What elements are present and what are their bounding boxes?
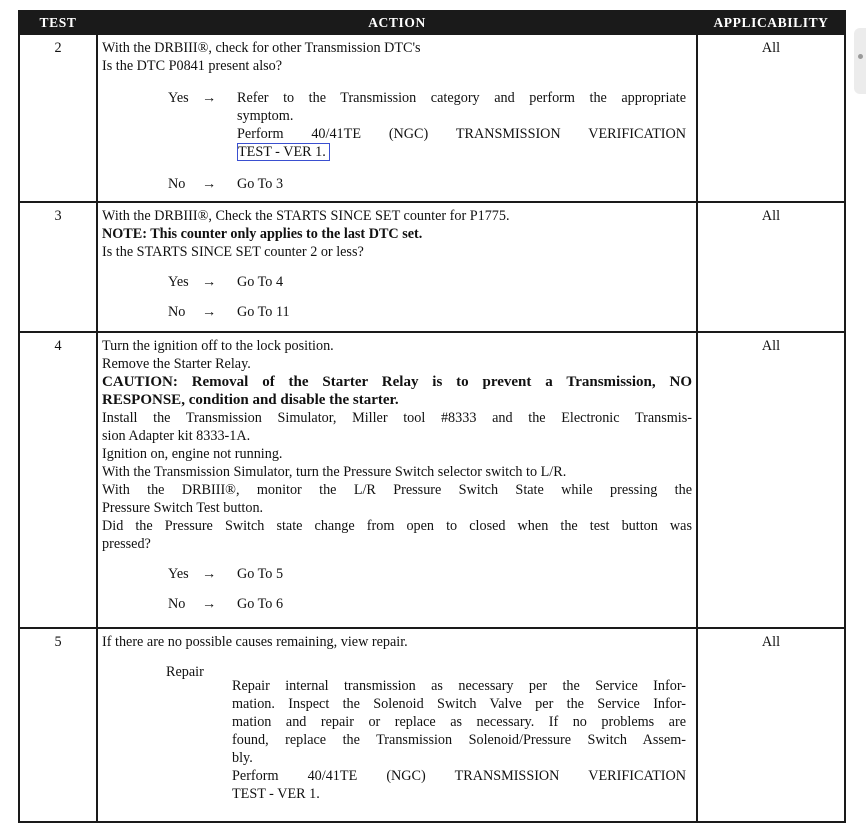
test-number: 5 (19, 628, 97, 822)
applicability-value: All (697, 628, 845, 822)
yes-label: Yes (168, 566, 189, 582)
repair-line: mation and repair or replace as necessary. If no problems are (232, 714, 686, 730)
yes-label: Yes (168, 90, 189, 106)
yes-result-line: symptom. (237, 108, 294, 124)
action-line: Pressure Switch Test button. (102, 500, 264, 516)
no-result: Go To 11 (237, 304, 290, 320)
yes-branch (168, 273, 692, 291)
action-cell (97, 332, 697, 628)
action-line: Did the Pressure Switch state change from open to closed when the test button was (102, 518, 692, 534)
yes-result-line: Refer to the Transmission category and perform the appropriate (237, 90, 686, 106)
test-number: 2 (19, 34, 97, 202)
yes-result-line: Perform 40/41TE (NGC) TRANSMISSION VERIFICATION (237, 126, 686, 142)
table-header-row (19, 11, 845, 34)
repair-line: Perform 40/41TE (NGC) TRANSMISSION VERIFICATION (232, 768, 686, 784)
action-line: Is the STARTS SINCE SET counter 2 or less? (102, 244, 364, 260)
action-cell (97, 628, 697, 822)
action-line: sion Adapter kit 8333-1A. (102, 428, 251, 444)
diagnostic-table (18, 10, 846, 823)
repair-line: mation. Inspect the Solenoid Switch Valve per the Service Infor- (232, 696, 686, 712)
repair-line: found, replace the Transmission Solenoid/Pressure Switch Assem- (232, 732, 686, 748)
test-number: 3 (19, 202, 97, 332)
diagnostic-procedure-table-page (18, 10, 846, 823)
action-line: Is the DTC P0841 present also? (102, 58, 283, 74)
yes-result: Go To 5 (237, 566, 284, 582)
action-line: Ignition on, engine not running. (102, 446, 283, 462)
repair-label: Repair (166, 664, 204, 680)
yes-label: Yes (168, 274, 189, 290)
right-arrow-icon: → (202, 304, 217, 320)
right-arrow-icon: → (202, 176, 217, 192)
right-arrow-icon: → (202, 90, 217, 106)
no-result: Go To 3 (237, 176, 284, 192)
header-test: TEST (19, 11, 97, 34)
action-line: With the DRBIII®, check for other Transmission DTC's (102, 40, 421, 56)
repair-line: bly. (232, 750, 253, 766)
action-line: Turn the ignition off to the lock position. (102, 338, 334, 354)
test-number: 4 (19, 332, 97, 628)
action-line: With the DRBIII®, monitor the L/R Pressure Switch State while pressing the (102, 482, 692, 498)
repair-line: Repair internal transmission as necessary per the Service Infor- (232, 678, 686, 694)
yes-branch (168, 565, 692, 583)
action-line: Remove the Starter Relay. (102, 356, 251, 372)
yes-branch (168, 89, 692, 161)
action-line: pressed? (102, 536, 151, 552)
repair-instructions (232, 677, 686, 803)
verification-test-link[interactable]: TEST - VER 1. (237, 143, 330, 161)
table-row (19, 332, 845, 628)
no-result: Go To 6 (237, 596, 284, 612)
header-applicability: APPLICABILITY (697, 11, 845, 34)
yes-result (237, 89, 692, 161)
applicability-value: All (697, 332, 845, 628)
action-cell (97, 34, 697, 202)
action-line: If there are no possible causes remaining, view repair. (102, 634, 408, 650)
no-branch (168, 303, 692, 321)
right-arrow-icon: → (202, 274, 217, 290)
table-row (19, 34, 845, 202)
no-label: No (168, 304, 186, 320)
right-arrow-icon: → (202, 566, 217, 582)
table-row (19, 628, 845, 822)
header-action: ACTION (97, 11, 697, 34)
action-line: With the Transmission Simulator, turn the Pressure Switch selector switch to L/R. (102, 464, 567, 480)
applicability-value: All (697, 34, 845, 202)
note-text: NOTE: This counter only applies to the last DTC set. (102, 226, 423, 242)
action-cell (97, 202, 697, 332)
action-line: With the DRBIII®, Check the STARTS SINCE SET counter for P1775. (102, 208, 510, 224)
right-arrow-icon: → (202, 596, 217, 612)
scroll-handle[interactable] (854, 28, 866, 94)
caution-text: RESPONSE, condition and disable the starter. (102, 392, 399, 408)
yes-result: Go To 4 (237, 274, 284, 290)
no-branch (168, 175, 692, 193)
applicability-value: All (697, 202, 845, 332)
table-row (19, 202, 845, 332)
action-line: Install the Transmission Simulator, Miller tool #8333 and the Electronic Transmis- (102, 410, 692, 426)
no-label: No (168, 596, 186, 612)
caution-text: CAUTION: Removal of the Starter Relay is to prevent a Transmission, NO (102, 374, 692, 390)
repair-line: TEST - VER 1. (232, 786, 320, 802)
no-branch (168, 595, 692, 613)
no-label: No (168, 176, 186, 192)
